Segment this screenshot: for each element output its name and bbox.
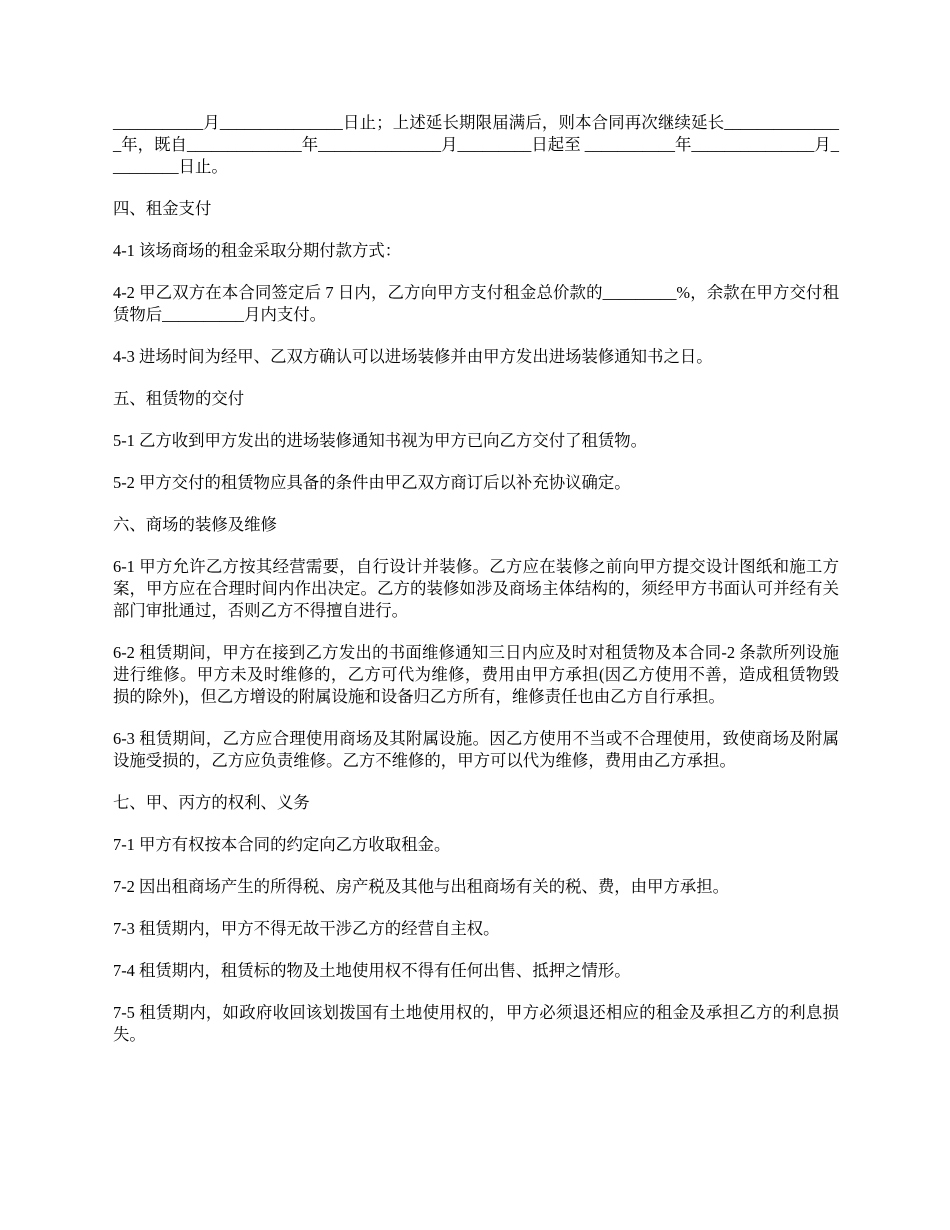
paragraph-7-4: 7-4 租赁期内，租赁标的物及土地使用权不得有任何出售、抵押之情形。: [113, 961, 631, 980]
paragraph-7-3: 7-3 租赁期内，甲方不得无故干涉乙方的经营自主权。: [113, 919, 500, 938]
paragraph-7-1: 7-1 甲方有权按本合同的约定向乙方收取租金。: [113, 835, 451, 854]
paragraph-4-3: 4-3 进场时间为经甲、乙双方确认可以进场装修并由甲方发出进场装修通知书之日。: [113, 347, 713, 366]
paragraph-4-1: 4-1 该场商场的租金采取分期付款方式：: [113, 241, 402, 260]
paragraph-7-5: 7-5 租赁期内，如政府收回该划拨国有土地使用权的，甲方必须退还相应的租金及承担乙方的利息损失。: [113, 1003, 839, 1044]
paragraph-4-2: 4-2 甲乙双方在本合同签定后 7 日内，乙方向甲方支付租金总价款的_________%，余款在甲方交付租赁物后__________月内支付。: [113, 283, 839, 324]
section-heading-rights-obligations: 七、甲、丙方的权利、义务: [113, 793, 310, 812]
paragraph-6-1: 6-1 甲方允许乙方按其经营需要，自行设计并装修。乙方应在装修之前向甲方提交设计图纸和施工方案，甲方应在合理时间内作出决定。乙方的装修如涉及商场主体结构的，须经甲方书面认可并经有关部门审批通过，否则乙方不得擅自进行。: [113, 557, 839, 620]
section-heading-renovation: 六、商场的装修及维修: [113, 515, 277, 534]
section-heading-delivery: 五、租赁物的交付: [113, 389, 245, 408]
paragraph-extension-terms: ___________月_______________日止；上述延长期限届满后，则本合同再次继续延长_______________年，既自______________年_______________月_________日起至 ___________年_______________月_________日止。: [113, 113, 839, 176]
document-page: [113, 112, 839, 1066]
section-heading-rent-payment: 四、租金支付: [113, 199, 212, 218]
paragraph-5-2: 5-2 甲方交付的租赁物应具备的条件由甲乙双方商订后以补充协议确定。: [113, 473, 631, 492]
paragraph-5-1: 5-1 乙方收到甲方发出的进场装修通知书视为甲方已向乙方交付了租赁物。: [113, 431, 648, 450]
paragraph-6-3: 6-3 租赁期间，乙方应合理使用商场及其附属设施。因乙方使用不当或不合理使用，致使商场及附属设施受损的，乙方应负责维修。乙方不维修的，甲方可以代为维修，费用由乙方承担。: [113, 729, 839, 770]
paragraph-7-2: 7-2 因出租商场产生的所得税、房产税及其他与出租商场有关的税、费，由甲方承担。: [113, 877, 730, 896]
paragraph-6-2: 6-2 租赁期间，甲方在接到乙方发出的书面维修通知三日内应及时对租赁物及本合同-2 条款所列设施进行维修。甲方未及时维修的，乙方可代为维修，费用由甲方承担(因乙方使用不善，造成租赁物毁损的除外)，但乙方增设的附属设施和设备归乙方所有，维修责任也由乙方自行承担。: [113, 643, 839, 706]
